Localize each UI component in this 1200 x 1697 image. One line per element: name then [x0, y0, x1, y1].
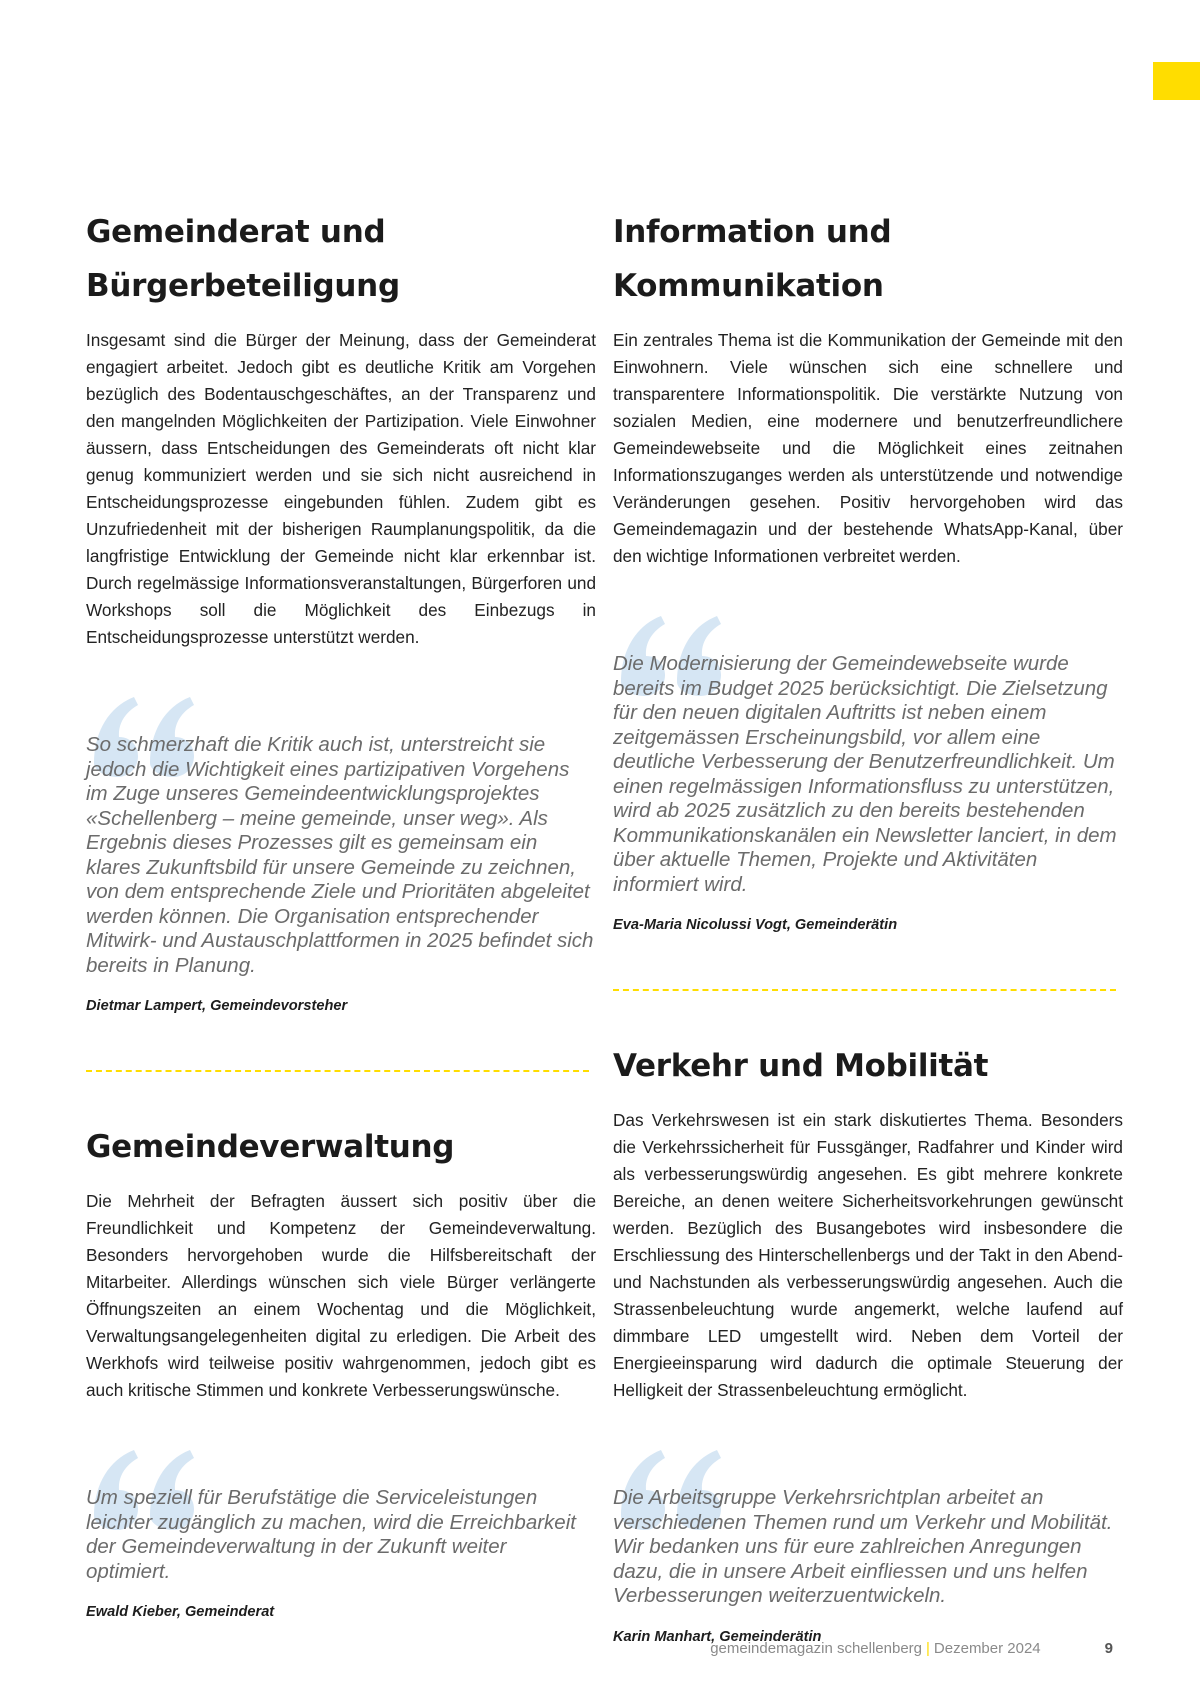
- section-kommunikation: [613, 205, 1123, 933]
- section-buergerbeteiligung: [86, 205, 596, 1014]
- section-body: Insgesamt sind die Bürger der Meinung, dass der Gemeinderat engagiert arbeitet. Jedoch gibt es deutliche Kritik am Vorgehen bezüglich des Bodentauschgeschäftes, an der Transparenz und den mangelnden Möglichkeiten der Partizipation. Viele Einwohner äussern, dass Entscheidungen des Gemeinderats oft nicht klar genug kommuniziert werden und sie sich nicht ausreichend in Entscheidungsprozesse eingebunden fühlen. Zudem gibt es Unzufriedenheit mit der bisherigen Raumplanungspolitik, da die langfristige Entwicklung der Gemeinde nicht klar erkennbar ist. Durch regelmässige Informationsveranstaltungen, Bürgerforen und Workshops soll die Möglichkeit des Einbezugs in Entscheidungsprozesse unterstützt werden.: [86, 330, 596, 647]
- quote-text: Die Arbeitsgruppe Verkehrsrichtplan arbeitet an verschiedenen Themen rund um Verkehr und Mobilität. Wir bedanken uns für eure zahlreichen Anregungen dazu, die in unsere Arbeit einfliessen und uns helfen Verbesserungen weiterzuentwickeln.: [613, 1486, 1113, 1607]
- section-title-line1: Gemeinderat und: [86, 214, 386, 250]
- quote-author: Karin Manhart, Gemeinderätin: [613, 1628, 822, 1645]
- quote-text: So schmerzhaft die Kritik auch ist, unterstreicht sie jedoch die Wichtigkeit eines partizipativen Vorgehens im Zuge unseres Gemeindeentwicklungsprojektes «Schellenberg – meine gemeinde, unser weg». Als Ergebnis dieses Prozesses gilt es gemeinsam ein klares Zukunftsbild für unsere Gemeinde zu zeichnen, von dem entsprechende Ziele und Prioritäten abgeleitet werden können. Die Organisation entsprechender Mitwirk- und Austauschplattformen in 2025 befindet sich bereits in Planung.: [86, 733, 594, 977]
- quote-text: Um speziell für Berufstätige die Serviceleistungen leichter zugänglich zu machen, wird die Erreichbarkeit der Gemeindeverwaltung in der Zukunft weiter optimiert.: [86, 1486, 576, 1583]
- section-body: Ein zentrales Thema ist die Kommunikation der Gemeinde mit den Einwohnern. Viele wünschen sich eine schnellere und transparentere Informationspolitik. Die verstärkte Nutzung von sozialen Medien, eine modernere und benutzerfreundlichere Gemeindewebseite und die Möglichkeit eines zeitnahen Informationszuganges werden als unterstützende und notwendige Veränderungen gesehen. Positiv hervorgehoben wird das Gemeindemagazin und der bestehende WhatsApp-Kanal, über den wichtige Informationen verbreitet werden.: [613, 330, 1123, 566]
- pull-quote: [86, 1438, 596, 1620]
- quote-text: Die Modernisierung der Gemeindewebseite wurde bereits im Budget 2025 berücksichtigt. Die Zielsetzung für den neuen digitalen Auftritts ist neben einem zeitgemässen Erscheinungsbild, vor allem eine deutliche Verbesserung der Benutzerfreundlichkeit. Um einen regelmässigen Informationsfluss zu unterstützen, wird ab 2025 zusätzlich zu den bereits bestehenden Kommunikationskanälen ein Newsletter lanciert, in dem über aktuelle Themen, Projekte und Aktivitäten informiert wird.: [613, 652, 1117, 896]
- footer-issue-date: Dezember 2024: [933, 1640, 1041, 1657]
- section-title: Verkehr und Mobilität: [613, 1048, 989, 1084]
- dashed-divider: [86, 1070, 589, 1072]
- section-verwaltung: [86, 1120, 596, 1620]
- pull-quote: [613, 604, 1123, 933]
- section-verkehr: [613, 1039, 1123, 1645]
- quote-author: Ewald Kieber, Gemeinderat: [86, 1604, 275, 1620]
- dashed-divider: [613, 989, 1116, 991]
- corner-color-tab: [1153, 62, 1200, 100]
- section-body: Die Mehrheit der Befragten äussert sich positiv über die Freundlichkeit und Kompetenz der Gemeindeverwaltung. Besonders hervorgehoben wurde die Hilfsbereitschaft der Mitarbeiter. Allerdings wünschen sich viele Bürger verlängerte Öffnungszeiten an einem Wochentag und die Möglichkeit, Verwaltungsangelegenheiten digital zu erledigen. Die Arbeit des Werkhofs wird teilweise positiv wahrgenommen, jedoch gibt es auch kritische Stimmen und konkrete Verbesserungswünsche.: [86, 1191, 596, 1400]
- quote-author: Dietmar Lampert, Gemeindevorsteher: [86, 998, 348, 1014]
- left-column: [86, 205, 596, 1620]
- page-footer: [710, 1640, 1113, 1657]
- pull-quote: [613, 1438, 1123, 1645]
- pull-quote: [86, 685, 596, 1014]
- quote-author: Eva-Maria Nicolussi Vogt, Gemeinderätin: [613, 917, 898, 933]
- section-title: Information und Kommunikation: [613, 214, 892, 304]
- page-number: 9: [1104, 1640, 1113, 1657]
- section-title-line2: Bürgerbeteiligung: [86, 268, 400, 304]
- footer-magazine-name: gemeindemagazin schellenberg: [710, 1640, 923, 1657]
- right-column: [613, 205, 1123, 1645]
- footer-separator: |: [926, 1640, 930, 1657]
- section-title: Gemeindeverwaltung: [86, 1129, 455, 1165]
- section-body: Das Verkehrswesen ist ein stark diskutiertes Thema. Besonders die Verkehrssicherheit für Fussgänger, Radfahrer und Kinder wird als verbesserungswürdig angesehen. Es gibt mehrere konkrete Bereiche, an denen weitere Sicherheitsvorkehrungen gewünscht werden. Bezüglich des Busangebotes wird insbesondere die Erschliessung des Hinterschellenbergs und der Takt in den Abend- und Nachstunden als verbesserungswürdig angesehen. Auch die Strassenbeleuchtung wurde angemerkt, welche laufend auf dimmbare LED umgestellt wird. Neben dem Vorteil der Energieeinsparung wird dadurch die optimale Steuerung der Helligkeit der Strassenbeleuchtung ermöglicht.: [613, 1110, 1123, 1400]
- section-title: [86, 205, 596, 313]
